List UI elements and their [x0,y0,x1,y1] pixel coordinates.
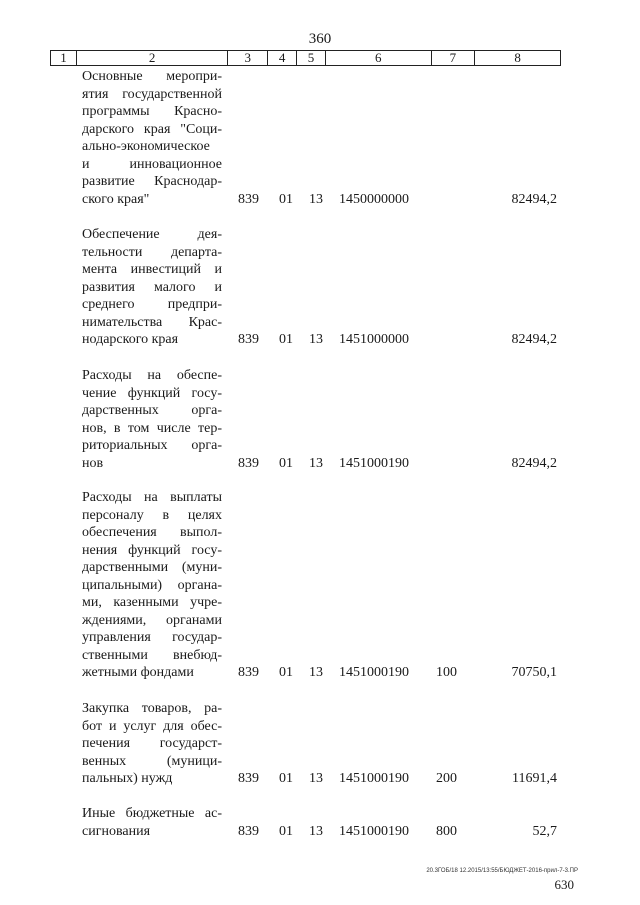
header-col-3: 3 [228,51,268,65]
row-grbs: 839 [238,191,259,207]
row-name-line: нодарского края [82,332,179,347]
row-sum: 82494,2 [511,332,557,347]
row-grbs: 839 [238,332,259,347]
row-name-line: ского края" [82,191,150,207]
row-target-article: 1451000190 [339,771,409,786]
header-col-6: 6 [326,51,432,65]
row-target-article: 1451000000 [339,332,409,347]
row-name-line: ственными внебюд- [82,647,222,663]
row-name-line: Основные меропри- [82,69,222,84]
row-name-line: риториальных орга- [82,438,222,453]
row-section: 01 [279,332,293,347]
row-name [82,489,222,682]
header-col-2: 2 [77,51,228,65]
row-name-line: ципальными) органа- [82,577,222,593]
row-grbs: 839 [238,455,259,471]
row-name-line: ми, казенными учре- [82,595,222,610]
row-sum: 52,7 [532,823,557,839]
row-section: 01 [279,823,293,839]
row-name-line: Обеспечение дея- [82,227,222,242]
row-name-line: ждениями, органами [82,612,222,628]
row-section: 01 [279,455,293,471]
row-name-line: Расходы на выплаты [82,490,222,505]
row-name-line: дарственных орга- [82,403,222,418]
row-target-article: 1451000190 [339,823,409,839]
row-name-line: венных (муници- [82,753,222,769]
row-section: 01 [279,665,293,680]
row-name [82,700,222,788]
row-name-line: и инновационное [82,156,222,172]
footer-page-number: 630 [554,877,574,892]
row-name-line: сигнования [82,823,151,839]
row-section: 01 [279,191,293,207]
row-name [82,226,222,349]
row-name-line: пальных) нужд [82,771,173,786]
row-name-line: ятия государственной [82,86,222,102]
header-col-8: 8 [514,50,521,65]
row-expense-type: 100 [436,665,457,680]
row-name-line: программы Красно- [82,104,222,119]
row-sum: 11691,4 [512,771,557,786]
row-name-line: ально-экономическое [82,139,210,154]
row-sum: 82494,2 [511,455,557,471]
row-sum: 70750,1 [511,665,557,680]
row-name-line: нения функций госу- [82,542,222,558]
row-name-line: нимательства Крас- [82,314,222,330]
header-col-7: 7 [432,51,476,65]
row-name-line: Закупка товаров, ра- [82,701,222,716]
row-name-line: развития малого и [82,279,222,295]
row-name-line: дарского края "Соци- [82,121,222,137]
row-name-line: дарственными (муни- [82,560,222,575]
row-subsection: 13 [309,823,323,839]
row-name [82,367,222,472]
row-name-line: печения государст- [82,736,222,751]
header-col-5: 5 [297,51,326,65]
header-col-1: 1 [51,51,77,65]
row-name [82,805,222,840]
row-name-line: тельности департа- [82,244,222,260]
row-name-line: управления государ- [82,630,222,645]
page-number: 360 [308,31,332,47]
row-expense-type: 200 [436,771,457,786]
row-subsection: 13 [309,191,323,207]
row-grbs: 839 [238,771,259,786]
row-name-line: чение функций госу- [82,385,222,401]
row-name-line: нов [82,455,104,471]
row-section: 01 [279,771,293,786]
header-col-4: 4 [268,51,297,65]
row-name-line: жетными фондами [82,665,194,680]
row-name-line: Иные бюджетные ас- [82,806,222,821]
row-subsection: 13 [309,771,323,786]
row-grbs: 839 [238,823,259,839]
row-name-line: Расходы на обеспе- [82,368,222,383]
row-name-line: мента инвестиций и [82,262,222,277]
row-subsection: 13 [309,332,323,347]
row-name-line: персоналу в целях [82,507,222,523]
row-name [82,68,222,208]
row-name-line: бот и услуг для обес- [82,718,222,734]
row-target-article: 1451000190 [339,665,409,680]
row-grbs: 839 [238,665,259,680]
row-sum: 82494,2 [511,191,557,207]
row-name-line: нов, в том числе тер- [82,420,222,436]
row-target-article: 1451000190 [339,455,409,471]
row-target-article: 1450000000 [339,191,409,207]
row-expense-type: 800 [436,823,457,839]
row-name-line: развитие Краснодар- [82,174,222,189]
table-header [50,50,561,66]
row-subsection: 13 [309,455,323,471]
row-name-line: среднего предпри- [82,297,222,312]
footer-code: 20.3ГОБ/18 12.2015/13:55/БЮДЖЕТ-2016-прил-7-3.ПР [426,868,578,874]
row-name-line: обеспечения выпол- [82,525,222,540]
row-subsection: 13 [309,665,323,680]
